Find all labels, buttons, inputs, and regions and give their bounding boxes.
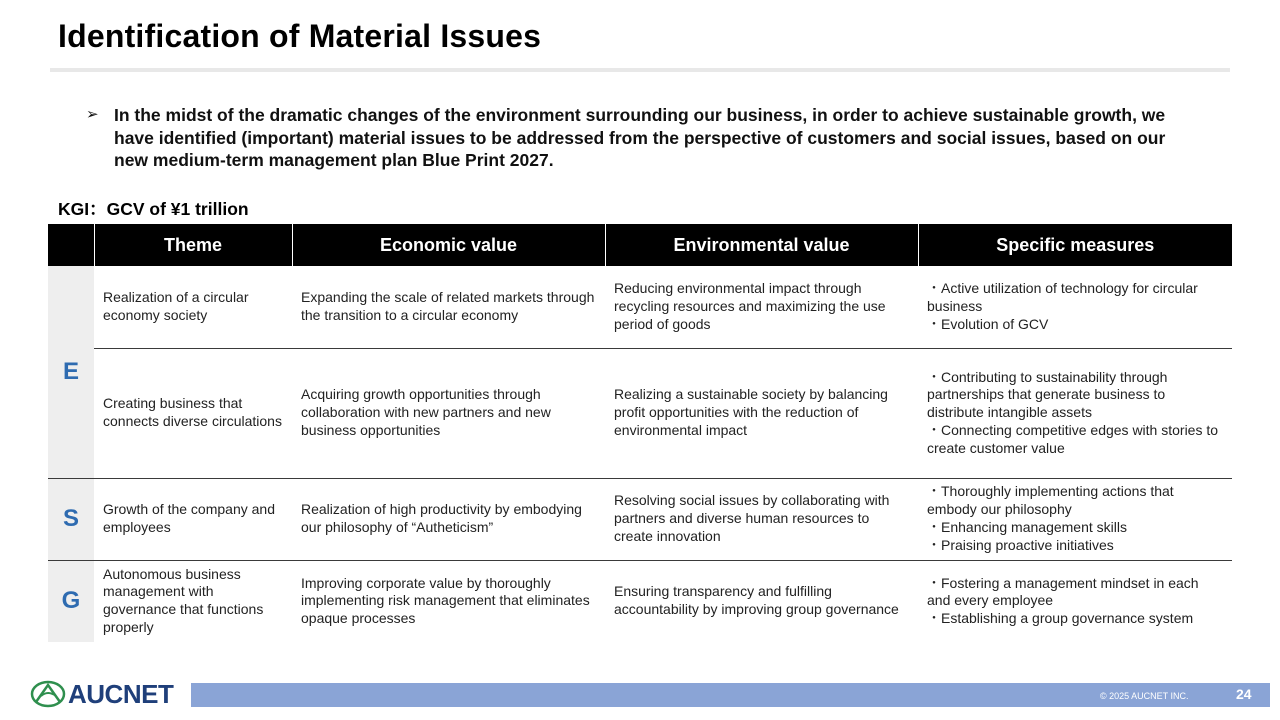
- table-row: [48, 348, 1232, 478]
- table-row: [48, 478, 1232, 560]
- environmental-cell: Reducing environmental impact through recycling resources and maximizing the use period of goods: [605, 266, 918, 348]
- logo-mark-icon: [30, 680, 66, 708]
- table-header-row: [48, 224, 1232, 266]
- measure-item: ・Establishing a group governance system: [927, 610, 1194, 627]
- measure-item: ・Praising proactive initiatives: [927, 536, 1114, 553]
- intro-bullet: [86, 104, 1196, 172]
- environmental-cell: Ensuring transparency and fulfilling accountability by improving group governance: [614, 583, 899, 618]
- measures-cell: [918, 266, 1232, 348]
- kgi-label: KGI：GCV of ¥1 trillion: [58, 199, 249, 219]
- page-title: Identification of Material Issues: [58, 18, 542, 54]
- measure-item: ・Enhancing management skills: [927, 519, 1127, 535]
- theme-cell: Autonomous business management with governance that functions properly: [103, 565, 264, 636]
- measures-cell: [918, 478, 1232, 560]
- measure-item: ・Thoroughly implementing actions that embody our philosophy: [927, 483, 1174, 518]
- header-category: [48, 224, 94, 266]
- measure-item: ・Evolution of GCV: [927, 315, 1049, 332]
- theme-cell: Growth of the company and employees: [94, 478, 292, 560]
- company-logo: [30, 679, 180, 709]
- header-specific-measures: Specific measures: [918, 224, 1232, 266]
- category-g: G: [48, 560, 94, 642]
- measure-item: ・Connecting competitive edges with stories to create customer value: [927, 421, 1219, 456]
- environmental-cell: Resolving social issues by collaborating with partners and diverse human resources to create innovation: [605, 478, 918, 560]
- category-s: S: [48, 478, 94, 560]
- category-e: E: [48, 266, 94, 478]
- table-row: [48, 266, 1232, 348]
- economic-cell: Expanding the scale of related markets through the transition to a circular economy: [292, 266, 605, 348]
- economic-cell: Realization of high productivity by embodying our philosophy of “Autheticism”: [292, 478, 605, 560]
- economic-cell: Improving corporate value by thoroughly implementing risk management that eliminates opaque processes: [301, 574, 590, 627]
- measures-cell: [918, 560, 1232, 642]
- logo-text: AUCNET: [68, 678, 174, 709]
- material-issues-table: [48, 224, 1232, 642]
- measure-item: ・Contributing to sustainability through partnerships that generate business to distribute intangible assets: [927, 368, 1168, 421]
- intro-text: In the midst of the dramatic changes of the environment surrounding our business, in order to achieve sustainable growth, we have identified (important) material issues to be addressed from the perspective of customers and social issues, based on our new medium-term management plan Blue Print 2027.: [114, 105, 1166, 170]
- measure-item: ・Fostering a management mindset in each and every employee: [927, 574, 1199, 609]
- arrow-bullet-icon: ➢: [86, 106, 99, 123]
- environmental-cell: Realizing a sustainable society by balancing profit opportunities with the reduction of environmental impact: [605, 348, 918, 478]
- title-divider: [50, 68, 1230, 72]
- theme-cell: Realization of a circular economy society: [94, 266, 292, 348]
- theme-cell: Creating business that connects diverse circulations: [94, 348, 292, 478]
- header-environmental-value: Environmental value: [605, 224, 918, 266]
- copyright-text: © 2025 AUCNET INC.: [1100, 691, 1189, 701]
- table-row: [48, 560, 1232, 642]
- economic-cell: Acquiring growth opportunities through collaboration with new partners and new business opportunities: [292, 348, 605, 478]
- header-theme: Theme: [94, 224, 292, 266]
- measures-cell: [918, 348, 1232, 478]
- measure-item: ・Active utilization of technology for circular business: [927, 280, 1198, 314]
- header-economic-value: Economic value: [292, 224, 605, 266]
- page-number: 24: [1236, 686, 1252, 702]
